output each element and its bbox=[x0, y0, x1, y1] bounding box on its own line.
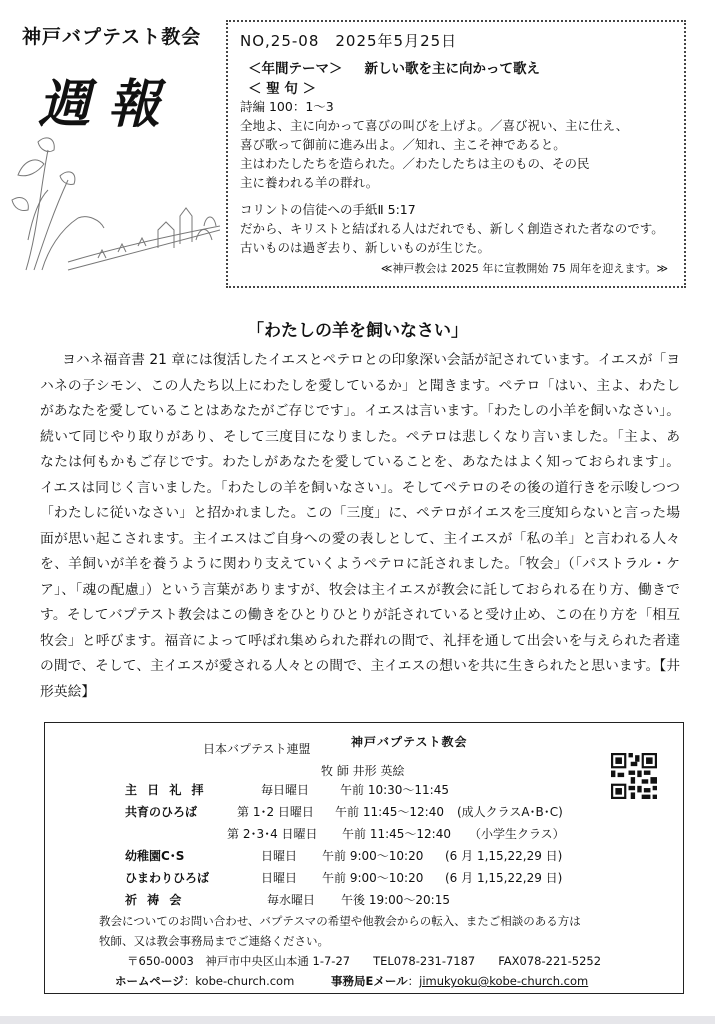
schedule-label: 共育のひろば bbox=[125, 805, 198, 819]
schedule-day: 第 2･3･4 日曜日 bbox=[227, 827, 318, 841]
verse-line: 主はわたしたちを造られた。／わたしたちは主のもの、その民 bbox=[240, 156, 590, 171]
schedule-row bbox=[125, 847, 184, 864]
qr-code-icon[interactable] bbox=[611, 753, 657, 799]
anniversary-note: ≪神戸教会は 2025 年に宣教開始 75 周年を迎えます。≫ bbox=[380, 262, 668, 275]
email-separator: ： bbox=[407, 974, 420, 988]
church-name: 神戸バプテスト教会 bbox=[22, 26, 202, 48]
schedule-day: 第 1･2 日曜日 bbox=[237, 805, 314, 819]
schedule-note: (6 月 1,15,22,29 日) bbox=[445, 849, 563, 863]
schedule-time: 午後 19:00～20:15 bbox=[341, 893, 450, 907]
verse-line: だから、キリストと結ばれる人はだれでも、新しく創造された者なのです。 bbox=[240, 221, 664, 236]
schedule-time: 午前 11:45～12:40 bbox=[335, 805, 444, 819]
schedule-label: 幼稚園C･S bbox=[125, 849, 185, 863]
annual-theme bbox=[248, 57, 674, 77]
verse-line: 全地よ、主に向かって喜びの叫びを上げよ。／喜び祝い、主に仕え、 bbox=[240, 118, 629, 133]
schedule-time: 午前 9:00～10:20 bbox=[322, 871, 424, 885]
schedule-day: 毎日曜日 bbox=[261, 783, 310, 797]
sermon-title: 「わたしの羊を飼いなさい」 bbox=[247, 321, 468, 341]
sermon-body: ヨハネ福音書 21 章には復活したイエスとペテロとの印象深い会話が記されています。イエスが「ヨハネの子シモン、この人たち以上にわたしを愛しているか」と聞きます。ペテロ「はい、主よ、わたしがあなたを愛していることはあなたがご存じです」。イエスは言います。「わたしの小羊を飼いなさい」。続いて同じやり取りがあり、そして三度目になりました。ペテロは悲しくなり言いました。「主よ、あなたは何もかもご存じです。わたしがあなたを愛していることを、あなたはよく知っておられます」。イエスは同じく言いました。「わたしの羊を飼いなさい」。そしてペテロのその後の道行きを示唆しつつ「わたしに従いなさい」と招かれました。この「三度」に、ペテロがイエスを三度知らないと言った場面が思い起こされます。主イエスはご自身への愛の表しとして、主イエスが「私の羊」と言われる人々を、羊飼いが羊を養うように関わり支えていくようペテロに託されました。「牧会」（「パストラル・ケア」、「魂の配慮」）という言葉がありますが、牧会は主イエスが教会に託しておられる在り方、働きです。そしてバプテスト教会はこの働きをひとりひとりが託されていると受け止め、この在り方を「相互牧会」と呼びます。福音によって呼ばれ集められた群れの間で、礼拝を通して出会いを与えられた者達の間で、そして、主イエスが愛される人々との間で、主イエスの想いを共に生きられたと思います。【井形英絵】 bbox=[40, 352, 680, 700]
church-info-footer bbox=[44, 722, 684, 994]
homepage-link[interactable]: ：kobe-church.com bbox=[183, 974, 295, 988]
schedule-note: (成人クラスA･B･C) bbox=[457, 805, 563, 819]
schedule-row bbox=[125, 869, 209, 886]
scripture-label: ＜ 聖 句 ＞ bbox=[248, 81, 317, 97]
schedule-time: 午前 11:45～12:40 bbox=[342, 827, 451, 841]
schedule-row bbox=[125, 781, 207, 798]
info-box bbox=[226, 20, 686, 288]
schedule-day: 日曜日 bbox=[261, 871, 298, 885]
footer-church-name: 神戸バプテスト教会 bbox=[351, 735, 468, 749]
scripture-corinthians bbox=[240, 200, 674, 257]
theme-text: 新しい歌を主に向かって歌え bbox=[364, 61, 540, 77]
email-label: 事務局Eメール bbox=[331, 974, 408, 988]
homepage bbox=[115, 973, 294, 989]
verse-line: 喜び歌って御前に進み出よ。／知れ、主こそ神であると。 bbox=[240, 137, 566, 152]
lily-landscape-illustration bbox=[8, 130, 220, 280]
schedule-note: (6 月 1,15,22,29 日) bbox=[445, 871, 563, 885]
schedule-day: 毎水曜日 bbox=[267, 893, 316, 907]
schedule-time: 午前 10:30～11:45 bbox=[340, 783, 449, 797]
bottom-edge bbox=[0, 1016, 715, 1024]
pastor-name: 牧 師 井形 英絵 bbox=[321, 764, 405, 778]
email bbox=[331, 973, 588, 989]
issue-number: NO,25-08 2025年5月25日 bbox=[240, 32, 458, 50]
schedule-label: ひまわりひろば bbox=[125, 871, 210, 885]
verse-line: 詩編 100：1～3 bbox=[240, 99, 334, 114]
schedule-row bbox=[125, 803, 197, 820]
verse-line: コリントの信徒への手紙Ⅱ 5:17 bbox=[240, 202, 416, 217]
email-link[interactable]: jimukyoku@kobe-church.com bbox=[419, 974, 589, 988]
weekly-title: 週報 bbox=[38, 74, 179, 135]
theme-label: ＜年間テーマ＞ bbox=[248, 61, 343, 77]
union-name: 日本バプテスト連盟 bbox=[203, 742, 311, 756]
verse-line: 古いものは過ぎ去り、新しいものが生じた。 bbox=[240, 240, 491, 255]
schedule-note: （小学生クラス） bbox=[469, 827, 565, 841]
schedule-label: 祈 祷 会 bbox=[125, 893, 185, 907]
address: 〒650-0003 神戸市中央区山本通 1-7-27 TEL078-231-7187 FAX078-221-5252 bbox=[127, 954, 602, 968]
schedule-day: 日曜日 bbox=[261, 849, 298, 863]
schedule-time: 午前 9:00～10:20 bbox=[322, 849, 424, 863]
scripture-psalm bbox=[240, 97, 674, 192]
verse-line: 主に養われる羊の群れ。 bbox=[240, 175, 379, 190]
homepage-label: ホームページ bbox=[115, 974, 184, 988]
schedule-label: 主 日 礼 拝 bbox=[125, 783, 207, 797]
contact-line: 牧師、又は教会事務局までご連絡ください。 bbox=[99, 934, 329, 948]
schedule-row bbox=[125, 891, 184, 908]
contact-line: 教会についてのお問い合わせ、バプテスマの希望や他教会からの転入、またご相談のある方は bbox=[99, 914, 581, 928]
